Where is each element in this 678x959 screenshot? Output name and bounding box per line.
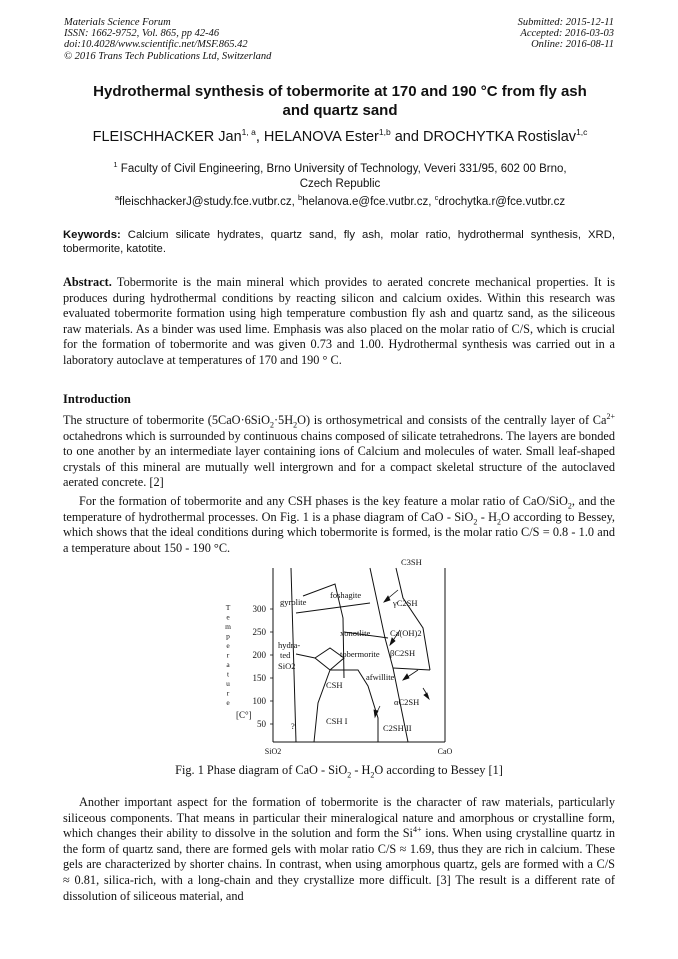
header-left (64, 17, 271, 62)
subscript: 2 (370, 770, 375, 780)
region-label-q: ? (291, 721, 295, 731)
author-3-affil: 1,c (576, 127, 588, 137)
y-tick-label: 250 (252, 627, 266, 637)
text-run: Fig. 1 Phase diagram of CaO - SiO (175, 763, 348, 777)
header-right (518, 17, 614, 51)
region-label-xonotlite: xonotlite (340, 628, 371, 638)
superscript: 4+ (412, 825, 422, 835)
title-line-1: Hydrothermal synthesis of tobermorite at 170 and 190 °C from fly ash (93, 83, 587, 100)
email-marker: a (114, 193, 120, 202)
doi: doi:10.4028/www.scientific.net/MSF.865.42 (64, 39, 248, 51)
intro-paragraph-2 (63, 494, 615, 556)
axis-title-letter: r (226, 688, 230, 698)
y-tick-label: 150 (252, 673, 266, 683)
author-list (40, 127, 640, 145)
title-line-2: and quartz sand (282, 102, 398, 119)
online-date: Online: 2016-08-11 (531, 39, 614, 51)
subscript: 2 (269, 420, 274, 430)
text-run: O according to Bessey [1] (374, 763, 503, 777)
author-1: FLEISCHHACKER Jan (92, 128, 242, 145)
phase-diagram (218, 558, 463, 758)
unit-label: [C°] (236, 710, 252, 720)
axis-title-letter: m (225, 622, 231, 631)
axis-title-letter: e (226, 612, 230, 622)
keywords (63, 228, 615, 256)
abstract (63, 275, 615, 369)
text-run: ions. When using crystalline quartz in the form of quartz sand, there are formed gels with molar ratio C/S ≈ 1.69, thus they are rich in calcium. These gels are characterized by shorter chains. In contrast, when using amorphous quartz, gels are formed with a C/S ≈ 0.81, silica-rich, with a long-chain and they crystallize more difficult. [3] The result is a different rate of dissolution of siliceous material, and (63, 826, 616, 903)
region-label-bc2sh: βC2SH (390, 648, 416, 658)
affiliation (90, 157, 590, 192)
figure-caption (63, 763, 615, 779)
region-label-tobermorite: tobermorite (340, 649, 380, 659)
axis-title-letter: e (226, 641, 230, 650)
region-label-csh: CSH (326, 680, 343, 690)
axis-title-letter: a (226, 660, 230, 669)
affil-marker: 1 (113, 160, 118, 169)
superscript: 2+ (606, 411, 615, 421)
region-label-csh1: CSH I (326, 716, 348, 726)
region-label-afwillite: afwillite (366, 672, 395, 682)
region-label-gyrolite: gyrolite (280, 597, 307, 607)
axis-title-letter: p (226, 631, 230, 641)
axis-title-letter: u (226, 679, 230, 688)
submitted-date: Submitted: 2015-12-11 (517, 17, 614, 28)
axis-title (225, 603, 231, 707)
region-label-gc2sh: γC2SH (393, 598, 418, 608)
issn: ISSN: 1662-9752, Vol. 865, pp 42-46 (64, 28, 220, 40)
author-separator: , (255, 128, 260, 145)
keywords-text: Calcium silicate hydrates, quartz sand, fly ash, molar ratio, hydrothermal synthesis, XRD, tobermorite, katotite. (63, 229, 615, 255)
accepted-date: Accepted: 2016-03-03 (520, 28, 614, 40)
y-tick-label: 50 (257, 719, 266, 729)
email-marker: b (297, 193, 303, 202)
axis-title-letter: t (226, 669, 230, 679)
email-b: helanova.e@fce.vutbr.cz, (302, 195, 435, 208)
y-tick-label: 200 (252, 650, 266, 660)
copyright: © 2016 Trans Tech Publications Ltd, Switzerland (64, 50, 272, 62)
subscript: 2 (567, 501, 572, 511)
region-label-c3sh: C3SH (401, 558, 422, 567)
author-separator: and (390, 128, 423, 145)
text-run: O) is orthosymetrical and consists of the centrally layer of Ca (297, 413, 607, 427)
author-2-affil: 1,b (378, 127, 391, 137)
region-label-sio2: SiO2 (278, 661, 296, 671)
subscript: 2 (293, 420, 298, 430)
subscript: 2 (473, 517, 478, 527)
abstract-text: Tobermorite is the main mineral which provides to aerated concrete mechanical properties. It is produces during hydrothermal conditions by reacting silicon and calcium oxides. Within this research was evaluated tobermorite formation using high temperature combustion fly ash and quartz sand, as the siliceous raw materials. As a binder was used lime. Emphasis was also placed on the molar ratio of C/S, which is crucial for the formation of tobermorite and was given 0.73 and 1.00. Hydrothermal synthesis was carried out in a laboratory autoclave at temperatures of 170 and 190 ° C. (63, 275, 615, 367)
axis-title-letter: e (226, 698, 230, 707)
email-marker: c (434, 193, 439, 202)
text-run: Another important aspect for the formation of tobermorite is the character of raw materials, particularly siliceous components. That means in particular their mineralogical nature and amorphous or crystalline form, which changes their ability to dissolve in the solution and form the Si (63, 795, 615, 841)
y-tick-label: 100 (252, 696, 266, 706)
journal-name: Materials Science Forum (64, 17, 171, 28)
abstract-label: Abstract. (63, 275, 112, 289)
paper-title (60, 82, 620, 120)
y-tick-label: 300 (252, 604, 266, 614)
region-label-ac2sh: αC2SH (394, 697, 420, 707)
author-2: HELANOVA Ester (263, 128, 379, 145)
text-run: , and the temperature of hydrothermal processes. On Fig. 1 is a phase diagram of CaO - SiO (63, 494, 615, 524)
text-run: O according to Bessey, which shows that the ideal conditions during which tobermorite is formed, is the molar ratio C/S = 0.8 - 1.0 and a temperature about 150 - 190 °C. (63, 509, 616, 555)
region-label-hydrated2: ted (280, 650, 291, 660)
author-1-affil: 1, a (241, 127, 256, 137)
keywords-label: Keywords: (63, 229, 121, 241)
affil-line-1: Faculty of Civil Engineering, Brno University of Technology, Veveri 331/95, 602 00 Brno, (117, 162, 567, 175)
text-run: ·5H (273, 413, 294, 427)
text-run: The structure of tobermorite (5CaO·6SiO (63, 413, 270, 427)
region-label-foshagite: foshagite (330, 590, 362, 600)
subscript: 2 (497, 517, 502, 527)
text-run: - H (477, 509, 498, 524)
email-a: fleischhackerJ@study.fce.vutbr.cz, (119, 195, 298, 208)
text-run: octahedrons which is surrounded by continuous chains composed of silicate tetrahedrons. The layers are bonded to one another by an intermediate layer containing ions of Calcium and molecules of water. Small leaf-shaped crystals of this mineral are mutually well intergrown and for a compact skeletal structure of the autoclaved aerated concrete. [2] (63, 428, 615, 490)
region-label-caoh2: Ca(OH)2 (390, 628, 422, 638)
axis-title-letter: r (226, 650, 230, 660)
y-tick-labels (253, 604, 267, 729)
email-list (40, 193, 640, 208)
x-label-cao: CaO (437, 747, 453, 756)
subscript: 2 (347, 770, 352, 780)
region-label-csh2: C2SH II (383, 723, 412, 733)
text-run: - H (351, 763, 371, 777)
axis-title-letter: T (225, 603, 231, 612)
text-run: For the formation of tobermorite and any CSH phases is the key feature a molar ratio of CaO/SiO (79, 494, 568, 508)
x-label-sio2: SiO2 (264, 747, 282, 756)
section-heading: Introduction (63, 392, 131, 406)
region-label-hydrated1: hydra- (278, 640, 301, 650)
paragraph-3 (63, 795, 615, 904)
author-3: DROCHYTKA Rostislav (422, 128, 577, 145)
affil-line-2: Czech Republic (299, 177, 381, 190)
intro-paragraph-1 (63, 413, 615, 491)
email-c: drochytka.r@fce.vutbr.cz (438, 195, 566, 208)
